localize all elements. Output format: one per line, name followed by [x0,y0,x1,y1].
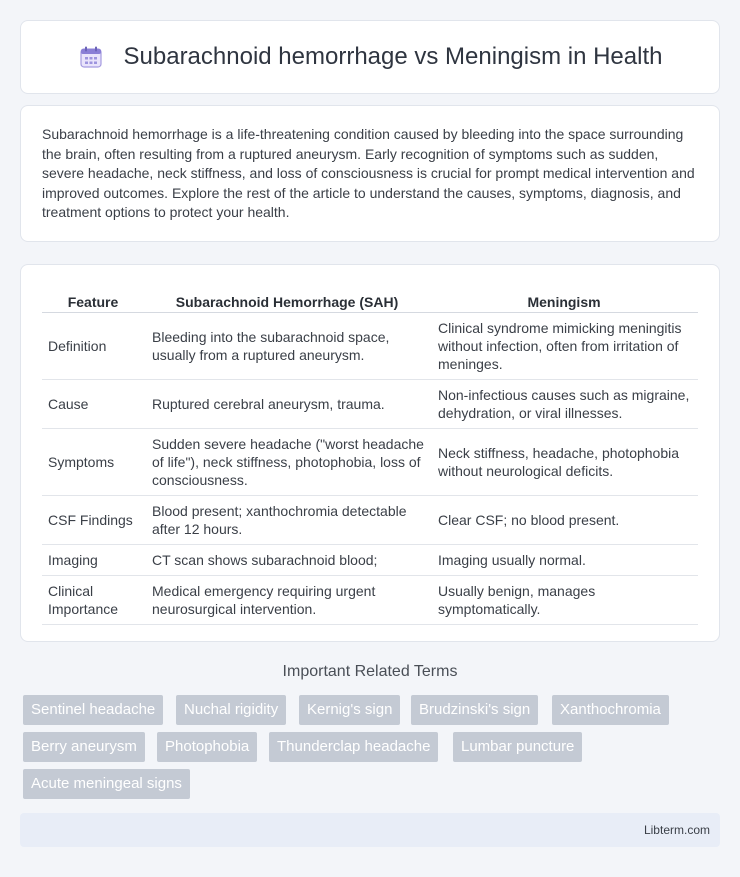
cell-sah: Blood present; xanthochromia detectable after 12 hours. [144,495,430,544]
tag-sentinel-headache[interactable]: Sentinel headache [23,695,163,725]
cell-sah: Bleeding into the subarachnoid space, usually from a ruptured aneurysm. [144,312,430,379]
header-sah: Subarachnoid Hemorrhage (SAH) [144,285,430,312]
cell-meningism: Neck stiffness, headache, photophobia without neurological deficits. [430,428,698,495]
table-row [42,495,698,544]
cell-sah: CT scan shows subarachnoid blood; [144,544,430,575]
page-title: Subarachnoid hemorrhage vs Meningism in Health [123,43,663,70]
table-row [42,379,698,428]
intro-card [20,105,720,242]
header-card [20,20,720,94]
tag-acute-meningeal-signs[interactable]: Acute meningeal signs [23,769,190,799]
cell-meningism: Clear CSF; no blood present. [430,495,698,544]
intro-text: Subarachnoid hemorrhage is a life-threatening condition caused by bleeding into the space surrounding the brain, often resulting from a ruptured aneurysm. Early recognition of symptoms such as sudden, severe headache, neck stiffness, and loss of consciousness is crucial for prompt medical intervention and improved outcomes. Explore the rest of the article to understand the causes, symptoms, diagnosis, and treatment options to protect your health. [42,126,695,220]
table-header-row [42,285,698,312]
tag-xanthochromia[interactable]: Xanthochromia [552,695,669,725]
table-row [42,428,698,495]
cell-feature: Imaging [42,544,144,575]
tag-kernigs-sign[interactable]: Kernig's sign [299,695,400,725]
footer [20,813,720,847]
tag-photophobia[interactable]: Photophobia [157,732,257,762]
comparison-card [20,264,720,642]
cell-sah: Medical emergency requiring urgent neurosurgical intervention. [144,575,430,624]
cell-sah: Ruptured cerebral aneurysm, trauma. [144,379,430,428]
cell-feature: CSF Findings [42,495,144,544]
table-row [42,575,698,624]
footer-brand-link[interactable]: Libterm.com [643,823,710,837]
tag-thunderclap-headache[interactable]: Thunderclap headache [269,732,438,762]
cell-feature: Symptoms [42,428,144,495]
cell-feature: Definition [42,312,144,379]
cell-meningism: Non-infectious causes such as migraine, dehydration, or viral illnesses. [430,379,698,428]
tag-lumbar-puncture[interactable]: Lumbar puncture [453,732,582,762]
cell-meningism: Usually benign, manages symptomatically. [430,575,698,624]
table-row [42,312,698,379]
cell-meningism: Clinical syndrome mimicking meningitis without infection, often from irritation of meninges. [430,312,698,379]
related-terms-title: Important Related Terms [282,663,458,680]
tag-brudzinskis-sign[interactable]: Brudzinski's sign [411,695,538,725]
table-row [42,544,698,575]
cell-feature: Clinical Importance [42,575,144,624]
tag-nuchal-rigidity[interactable]: Nuchal rigidity [176,695,286,725]
cell-sah: Sudden severe headache ("worst headache of life"), neck stiffness, photophobia, loss of consciousness. [144,428,430,495]
header-meningism: Meningism [430,285,698,312]
comparison-table [42,285,698,625]
tag-berry-aneurysm[interactable]: Berry aneurysm [23,732,145,762]
cell-meningism: Imaging usually normal. [430,544,698,575]
header-feature: Feature [42,285,144,312]
calendar-icon [78,44,104,70]
cell-feature: Cause [42,379,144,428]
